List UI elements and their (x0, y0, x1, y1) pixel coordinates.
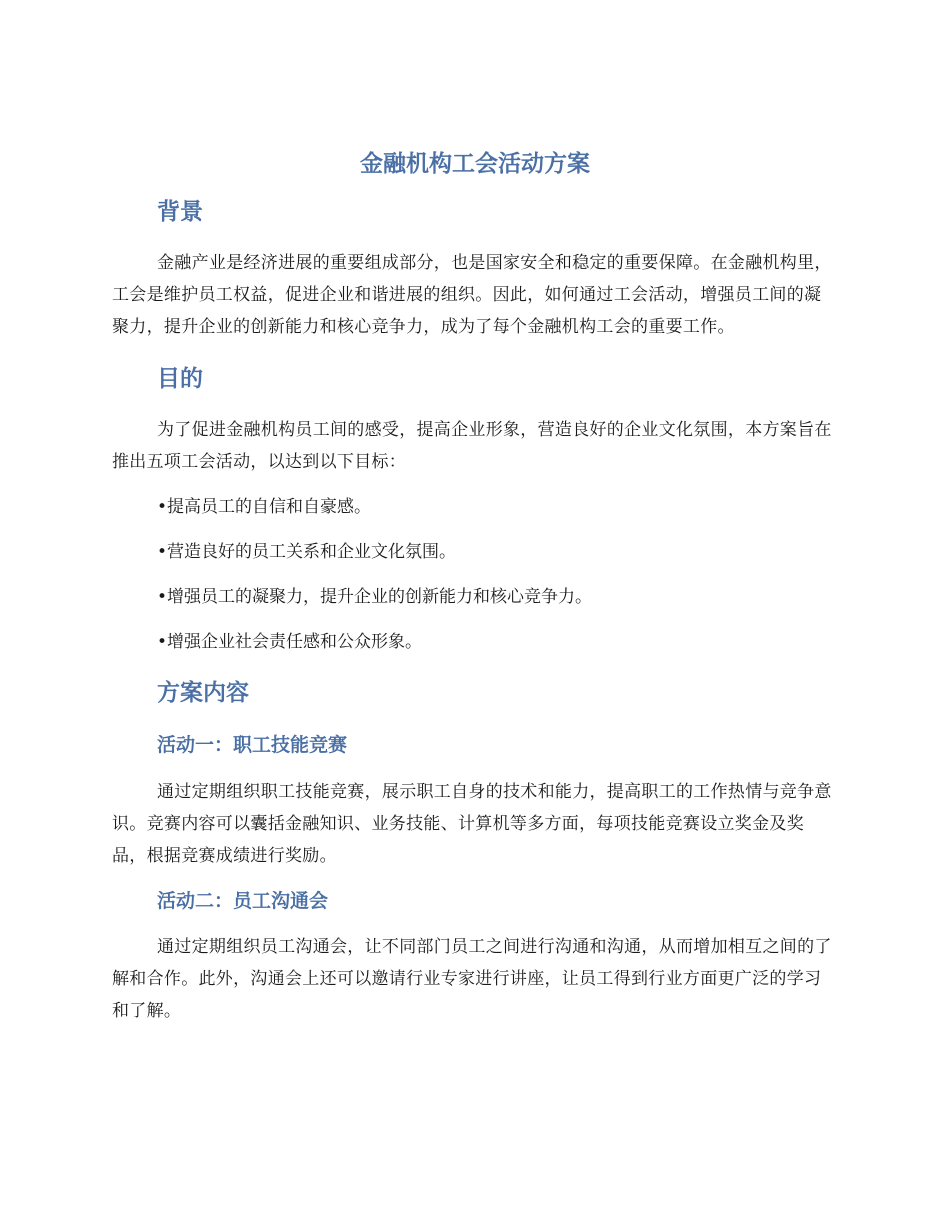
paragraph-background: 金融产业是经济进展的重要组成部分，也是国家安全和稳定的重要保障。在金融机构里，工会是维护员工权益，促进企业和谐进展的组织。因此，如何通过工会活动，增强员工间的凝聚力，提升企业的创新能力和核心竞争力，成为了每个金融机构工会的重要工作。 (112, 253, 832, 337)
bullet-icon: • (157, 497, 168, 517)
list-item (157, 491, 838, 523)
list-item-text: 增强员工的凝聚力，提升企业的创新能力和核心竞争力。 (167, 587, 592, 607)
paragraph-purpose: 为了促进金融机构员工间的感受，提高企业形象，营造良好的企业文化氛围，本方案旨在推出五项工会活动，以达到以下目标： (112, 420, 832, 472)
activity-heading-staff-meeting: 活动二：员工沟通会 (157, 890, 329, 912)
list-item (157, 536, 838, 568)
paragraph-skills-contest: 通过定期组织职工技能竞赛，展示职工自身的技术和能力，提高职工的工作热情与竞争意识。竞赛内容可以囊括金融知识、业务技能、计算机等多方面，每项技能竞赛设立奖金及奖品，根据竞赛成绩进行奖励。 (112, 782, 832, 866)
list-item (157, 626, 838, 658)
bullet-icon: • (157, 542, 168, 562)
bullet-icon: • (157, 632, 168, 652)
purpose-goal-list (157, 491, 838, 658)
list-item-text: 增强企业社会责任感和公众形象。 (167, 632, 422, 652)
list-item-text: 提高员工的自信和自豪感。 (167, 497, 371, 517)
activity-heading-skills-contest: 活动一：职工技能竞赛 (157, 734, 348, 756)
bullet-icon: • (157, 587, 168, 607)
section-heading-content: 方案内容 (157, 680, 249, 706)
document-title: 金融机构工会活动方案 (360, 151, 590, 177)
paragraph-staff-meeting: 通过定期组织员工沟通会，让不同部门员工之间进行沟通和沟通，从而增加相互之间的了解和合作。此外，沟通会上还可以邀请行业专家进行讲座，让员工得到行业方面更广泛的学习和了解。 (112, 937, 832, 1021)
section-heading-purpose: 目的 (157, 366, 203, 392)
list-item (157, 581, 838, 613)
list-item-text: 营造良好的员工关系和企业文化氛围。 (167, 542, 456, 562)
section-heading-background: 背景 (157, 199, 203, 225)
